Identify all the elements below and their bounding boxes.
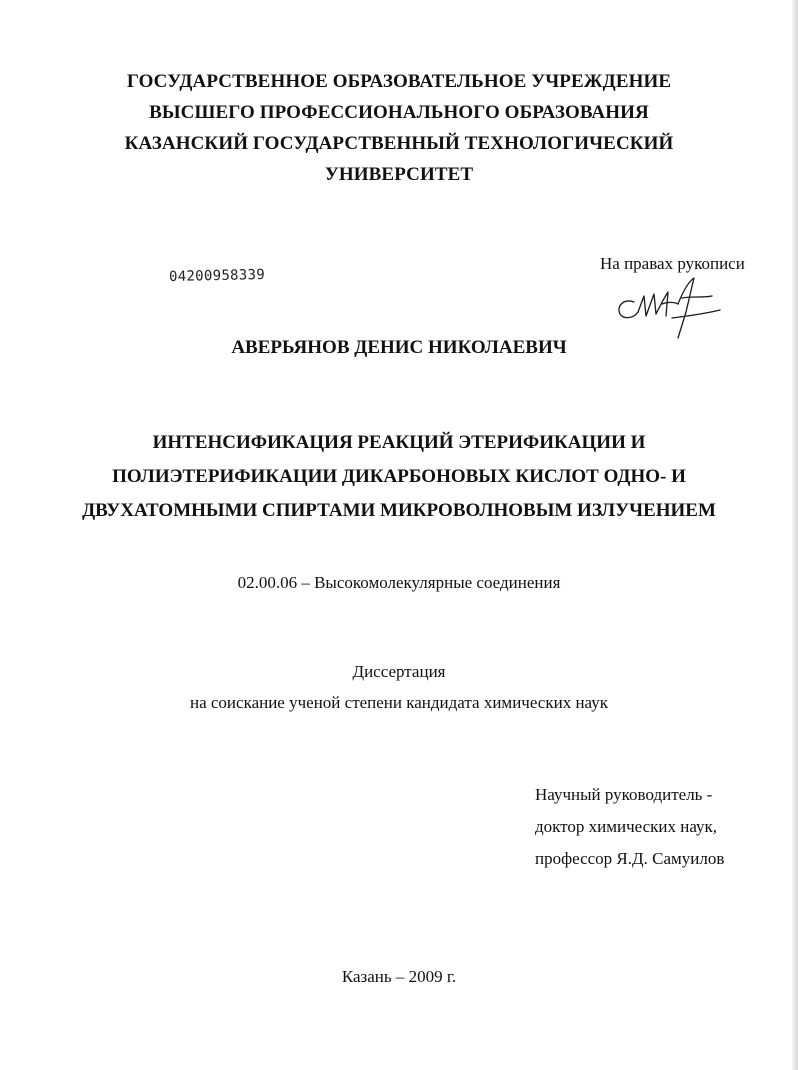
institution-line-4: УНИВЕРСИТЕТ xyxy=(324,164,474,185)
institution-line-2: ВЫСШЕГО ПРОФЕССИОНАЛЬНОГО ОБРАЗОВАНИЯ xyxy=(149,102,649,123)
title-line-3: ДВУХАТОМНЫМИ СПИРТАМИ МИКРОВОЛНОВЫМ ИЗЛУЧЕНИЕМ xyxy=(82,500,716,521)
specialty-code: 02.00.06 – xyxy=(237,573,310,592)
degree-block xyxy=(0,656,798,718)
manuscript-rights-note: На правах рукописи xyxy=(600,254,745,273)
supervisor-role: Научный руководитель - xyxy=(535,785,713,804)
institution-heading xyxy=(0,66,798,190)
degree-purpose: на соискание ученой степени кандидата химических наук xyxy=(189,693,608,712)
scan-edge-shadow xyxy=(792,0,798,1070)
title-line-2: ПОЛИЭТЕРИФИКАЦИИ ДИКАРБОНОВЫХ КИСЛОТ ОДНО- И xyxy=(112,466,686,487)
supervisor-degree: доктор химических наук, xyxy=(535,817,718,836)
place-and-year: Казань – 2009 г. xyxy=(341,967,457,986)
dissertation-title xyxy=(0,426,798,528)
title-line-1: ИНТЕНСИФИКАЦИЯ РЕАКЦИЙ ЭТЕРИФИКАЦИИ И xyxy=(152,432,646,453)
inventory-stamp-number: 04200958339 xyxy=(168,266,266,286)
institution-line-1: ГОСУДАРСТВЕННОЕ ОБРАЗОВАТЕЛЬНОЕ УЧРЕЖДЕНИЕ xyxy=(126,71,672,92)
author-name: АВЕРЬЯНОВ ДЕНИС НИКОЛАЕВИЧ xyxy=(231,337,567,358)
handwritten-signature xyxy=(612,272,724,342)
supervisor-block xyxy=(535,779,724,875)
degree-type: Диссертация xyxy=(352,662,446,681)
supervisor-name: профессор Я.Д. Самуилов xyxy=(535,849,725,868)
institution-line-3: КАЗАНСКИЙ ГОСУДАРСТВЕННЫЙ ТЕХНОЛОГИЧЕСКИЙ xyxy=(124,133,674,154)
specialty-name: Высокомолекулярные соединения xyxy=(314,573,561,592)
specialty xyxy=(0,573,798,593)
